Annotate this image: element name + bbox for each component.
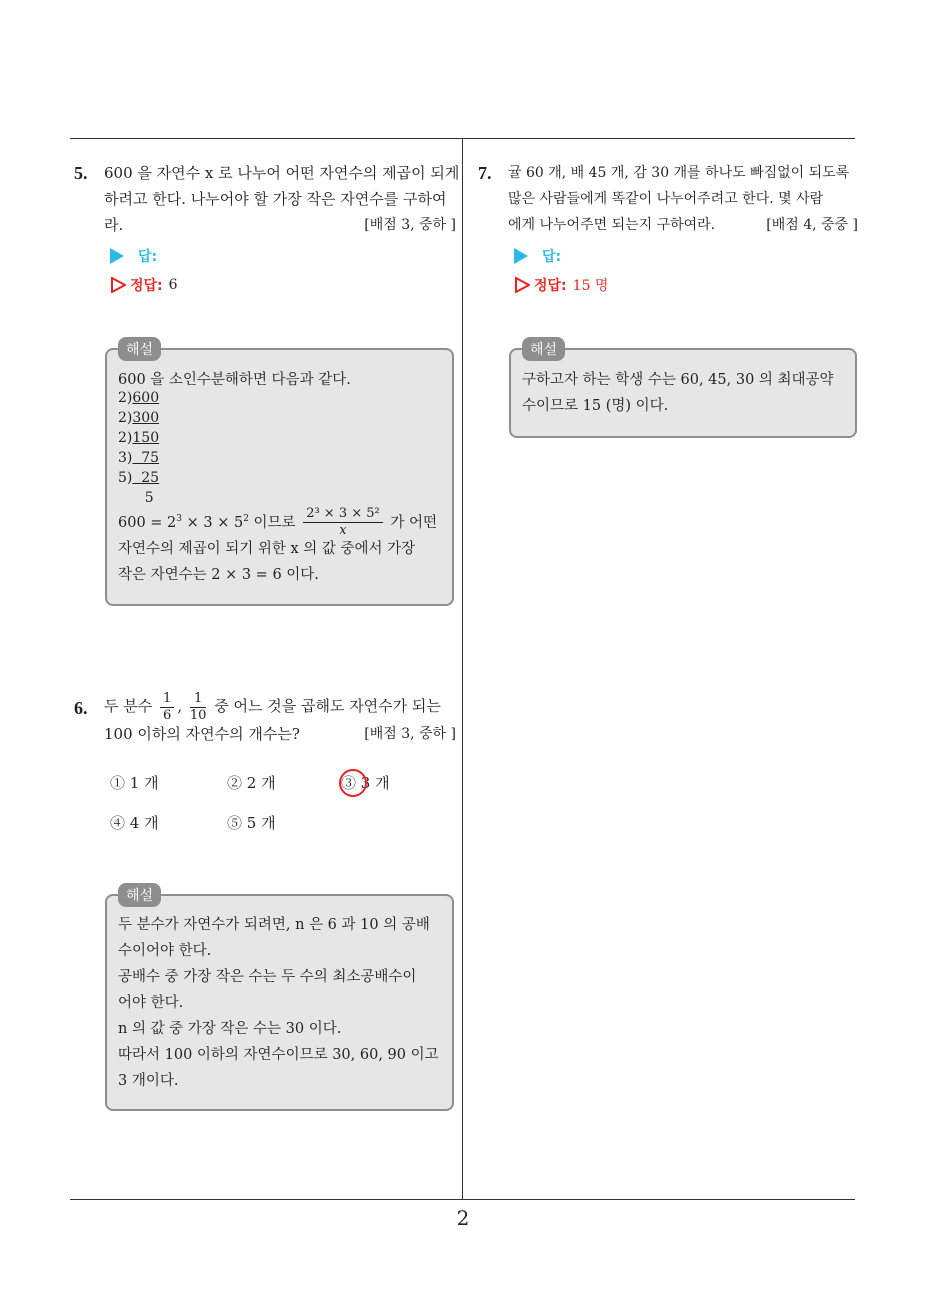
division-step: 5) 25: [118, 470, 160, 486]
play-icon: [514, 248, 528, 264]
division-ladder: [118, 388, 159, 508]
score-meta: [배점 4, 중중 ]: [766, 217, 858, 233]
choice-3[interactable]: ③ 3 개: [341, 774, 390, 792]
answer-row: [110, 246, 157, 266]
explanation-text: 가 어떤: [390, 514, 437, 531]
division-step: 2)300: [118, 410, 160, 426]
question-text-line: 에게 나누어주면 되는지 구하여라.: [508, 217, 716, 233]
outline-triangle-icon: [110, 277, 126, 293]
explanation-line: n 의 값 중 가장 작은 수는 30 이다.: [118, 1021, 342, 1037]
column-divider: [462, 138, 463, 1200]
correct-value: 15 명: [572, 278, 609, 294]
explanation-line: 구하고자 하는 학생 수는 60, 45, 30 의 최대공약: [522, 372, 834, 388]
exponent: 3: [176, 514, 183, 524]
explanation-line: 따라서 100 이하의 자연수이므로 30, 60, 90 이고: [118, 1047, 439, 1063]
exponent: 2: [243, 514, 249, 524]
choice-4[interactable]: ④ 4 개: [110, 814, 159, 832]
question-text: 중 어느 것을 곱해도 자연수가 되는: [214, 697, 441, 715]
explanation-line: 작은 자연수는 2 × 3 = 6 이다.: [118, 567, 319, 583]
choice-1[interactable]: ① 1 개: [110, 774, 159, 792]
answer-label: 답:: [138, 249, 158, 265]
fraction-1-6: [160, 691, 174, 724]
question-text-line: 600 을 자연수 x 로 나누어 어떤 자연수의 제곱이 되게: [104, 164, 460, 182]
explanation-line: 수이어야 한다.: [118, 943, 212, 959]
fraction-numerator: 1: [190, 691, 207, 708]
fraction-numerator: 2³ × 3 × 5²: [303, 506, 383, 523]
fraction: [303, 506, 383, 539]
explanation-line: 3 개이다.: [118, 1073, 179, 1089]
score-meta: [배점 3, 중하 ]: [364, 217, 456, 233]
question-text-line: 하려고 한다. 나누어야 할 가장 작은 자연수를 구하여: [104, 190, 447, 208]
question-text: 두 분수: [104, 697, 153, 715]
correct-row: [110, 275, 178, 295]
explanation-text: 이므로: [248, 514, 296, 531]
answer-label: 답:: [542, 249, 562, 265]
correct-label: 정답:: [534, 278, 567, 294]
question-text-line: 많은 사람들에게 똑같이 나누어주려고 한다. 몇 사람: [508, 191, 824, 207]
division-step: 3) 75: [118, 450, 160, 466]
correct-label: 정답:: [130, 278, 163, 294]
question-text-line: 귤 60 개, 배 45 개, 감 30 개를 하나도 빠짐없이 되도록: [508, 165, 850, 181]
play-icon: [110, 248, 124, 264]
question-number: 6.: [74, 698, 88, 718]
page-number: 2: [456, 1206, 470, 1230]
division-step: 2)600: [118, 390, 160, 406]
outline-triangle-icon: [514, 277, 530, 293]
division-step: 2)150: [118, 430, 160, 446]
fraction-denominator: x: [339, 523, 347, 539]
correct-circle-mark: [339, 769, 367, 797]
question-text-line: 라.: [104, 216, 124, 234]
comma: ,: [177, 697, 183, 715]
correct-row: [514, 275, 608, 295]
explanation-line: 수이므로 15 (명) 이다.: [522, 398, 669, 414]
division-step: 5: [118, 490, 154, 506]
explanation-text: × 3 × 5: [182, 514, 244, 531]
fraction-numerator: 1: [160, 691, 174, 708]
choice-2[interactable]: ② 2 개: [227, 774, 276, 792]
correct-value: 6: [168, 277, 178, 293]
fraction-denominator: 10: [189, 707, 207, 723]
choice-list: [110, 772, 450, 832]
explanation-line: 자연수의 제곱이 되기 위한 x 의 값 중에서 가장: [118, 541, 416, 557]
answer-row: [514, 246, 561, 266]
bottom-rule: [70, 1199, 855, 1200]
question-text-line: 100 이하의 자연수의 개수는?: [104, 725, 300, 743]
score-meta: [배점 3, 중하 ]: [364, 726, 456, 742]
explanation-line: 600 을 소인수분해하면 다음과 같다.: [118, 372, 351, 388]
fraction-denominator: 6: [163, 707, 172, 723]
explanation-tag: 해설: [522, 337, 565, 361]
explanation-tag: 해설: [118, 883, 161, 907]
explanation-line: 어야 한다.: [118, 995, 184, 1011]
explanation-line: 두 분수가 자연수가 되려면, n 은 6 과 10 의 공배: [118, 917, 430, 933]
explanation-text: 600 = 2: [118, 514, 177, 531]
question-number: 5.: [74, 163, 88, 183]
explanation-line: 공배수 중 가장 작은 수는 두 수의 최소공배수이: [118, 969, 417, 985]
question-number: 7.: [478, 163, 492, 183]
fraction-1-10: [190, 691, 207, 724]
explanation-tag: 해설: [118, 337, 161, 361]
choice-5[interactable]: ⑤ 5 개: [227, 814, 276, 832]
